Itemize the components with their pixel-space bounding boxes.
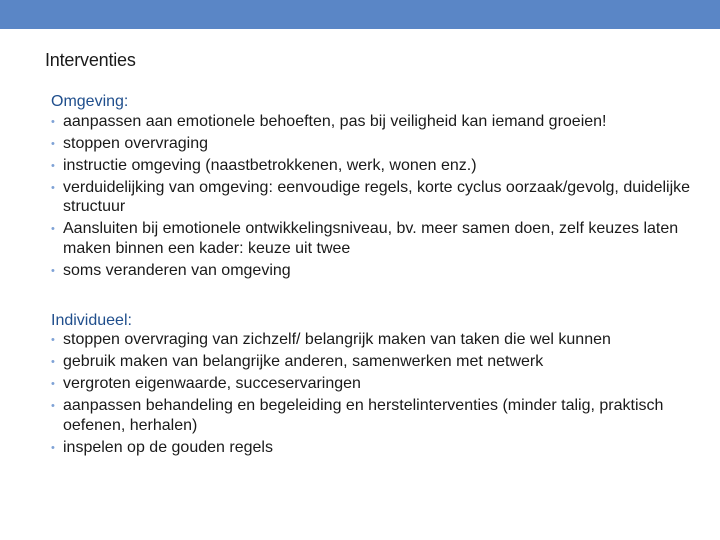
- bullet-dot-icon: •: [51, 137, 55, 150]
- list-item: [51, 330, 701, 350]
- slide-content: [51, 92, 701, 460]
- bullet-dot-icon: •: [51, 441, 55, 454]
- section-heading: Omgeving:: [51, 93, 129, 110]
- list-item-text: inspelen op de gouden regels: [63, 438, 273, 456]
- list-item: [51, 396, 701, 435]
- section-individueel: [51, 311, 701, 458]
- list-item-text: Aansluiten bij emotionele ontwikkelingsniveau, bv. meer samen doen, zelf keuzes laten maken binnen een kader: keuze uit twee: [63, 220, 679, 257]
- slide-title: Interventies: [45, 50, 136, 70]
- list-item-text: stoppen overvraging: [63, 134, 208, 152]
- section-omgeving: [51, 92, 701, 280]
- list-item: [51, 112, 701, 132]
- section-spacer: [51, 283, 701, 311]
- section-heading: Individueel:: [51, 311, 132, 329]
- list-item-text: soms veranderen van omgeving: [63, 261, 291, 279]
- bullet-dot-icon: •: [51, 378, 55, 390]
- list-item-text: vergroten eigenwaarde, succeservaringen: [63, 375, 361, 392]
- top-bar: [0, 0, 720, 29]
- bullet-dot-icon: •: [51, 400, 55, 412]
- list-item-text: gebruik maken van belangrijke anderen, samenwerken met netwerk: [63, 353, 544, 370]
- list-item: [51, 134, 701, 154]
- list-item-text: verduidelijking van omgeving: eenvoudige regels, korte cyclus oorzaak/gevolg, duidelijke structuur: [63, 178, 691, 215]
- list-item: [51, 178, 701, 217]
- list-item: [51, 261, 701, 281]
- list-item-text: stoppen overvraging van zichzelf/ belangrijk maken van taken die wel kunnen: [63, 331, 611, 348]
- bullet-dot-icon: •: [51, 181, 55, 194]
- list-item-text: aanpassen aan emotionele behoeften, pas bij veiligheid kan iemand groeien!: [63, 112, 607, 130]
- bullet-list: [51, 330, 701, 457]
- bullet-dot-icon: •: [51, 264, 55, 277]
- list-item: [51, 219, 701, 258]
- bullet-dot-icon: •: [51, 334, 55, 346]
- list-item: [51, 352, 701, 372]
- list-item: [51, 156, 701, 176]
- bullet-dot-icon: •: [51, 159, 55, 172]
- list-item-text: aanpassen behandeling en begeleiding en herstelinterventies (minder talig, praktisch oefenen, herhalen): [63, 397, 664, 434]
- list-item: [51, 374, 701, 394]
- bullet-list: [51, 112, 701, 281]
- bullet-dot-icon: •: [51, 356, 55, 368]
- bullet-dot-icon: •: [51, 223, 55, 235]
- list-item-text: instructie omgeving (naastbetrokkenen, werk, wonen enz.): [63, 156, 477, 174]
- list-item: [51, 438, 701, 458]
- bullet-dot-icon: •: [51, 115, 55, 128]
